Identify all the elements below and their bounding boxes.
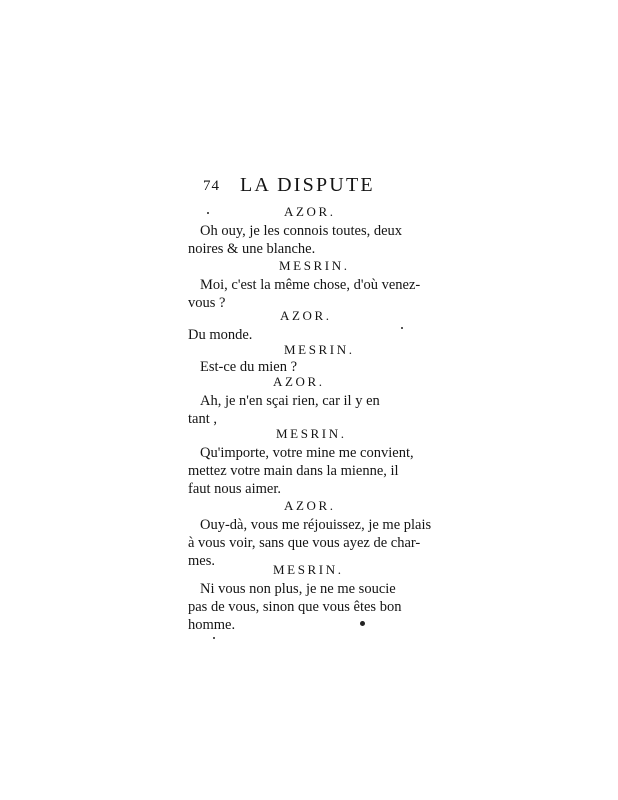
speaker-azor: AZOR. — [280, 308, 332, 323]
dialogue-line: mettez votre main dans la mienne, il — [188, 463, 399, 479]
speaker-mesrin: MESRIN. — [284, 342, 355, 357]
ink-speck — [401, 327, 403, 329]
dialogue-line: homme. — [188, 617, 236, 633]
dialogue-line: faut nous aimer. — [188, 481, 282, 497]
dialogue-line: à vous voir, sans que vous ayez de char- — [188, 535, 421, 551]
page-number: 74 — [203, 178, 220, 194]
dialogue-line: Moi, c'est la même chose, d'où venez- — [200, 277, 421, 293]
dialogue-line: Ouy-dà, vous me réjouissez, je me plais — [200, 517, 432, 533]
dialogue-line: vous ? — [188, 295, 226, 311]
ink-speck — [213, 637, 215, 639]
dialogue-line: Du monde. — [188, 327, 253, 343]
dialogue-line: Est-ce du mien ? — [200, 359, 298, 375]
dialogue-line: mes. — [188, 553, 215, 569]
dialogue-line: Oh ouy, je les connois toutes, deux — [200, 223, 403, 239]
speaker-azor: AZOR. — [284, 498, 336, 513]
running-title: LA DISPUTE — [240, 174, 375, 196]
ink-speck — [360, 621, 365, 626]
speaker-azor: AZOR. — [284, 204, 336, 219]
dialogue-line: Ni vous non plus, je ne me soucie — [200, 581, 396, 597]
speaker-mesrin: MESRIN. — [279, 258, 350, 273]
dialogue-line: noires & une blanche. — [188, 241, 316, 257]
speaker-mesrin: MESRIN. — [276, 426, 347, 441]
speaker-mesrin: MESRIN. — [273, 562, 344, 577]
dialogue-line: Qu'importe, votre mine me convient, — [200, 445, 414, 461]
speaker-azor: AZOR. — [273, 374, 325, 389]
dialogue-line: Ah, je n'en sçai rien, car il y en — [200, 393, 380, 409]
page-header — [203, 174, 433, 200]
dialogue-line: pas de vous, sinon que vous êtes bon — [188, 599, 402, 615]
dialogue-line: tant , — [188, 411, 217, 427]
ink-speck — [207, 212, 209, 214]
